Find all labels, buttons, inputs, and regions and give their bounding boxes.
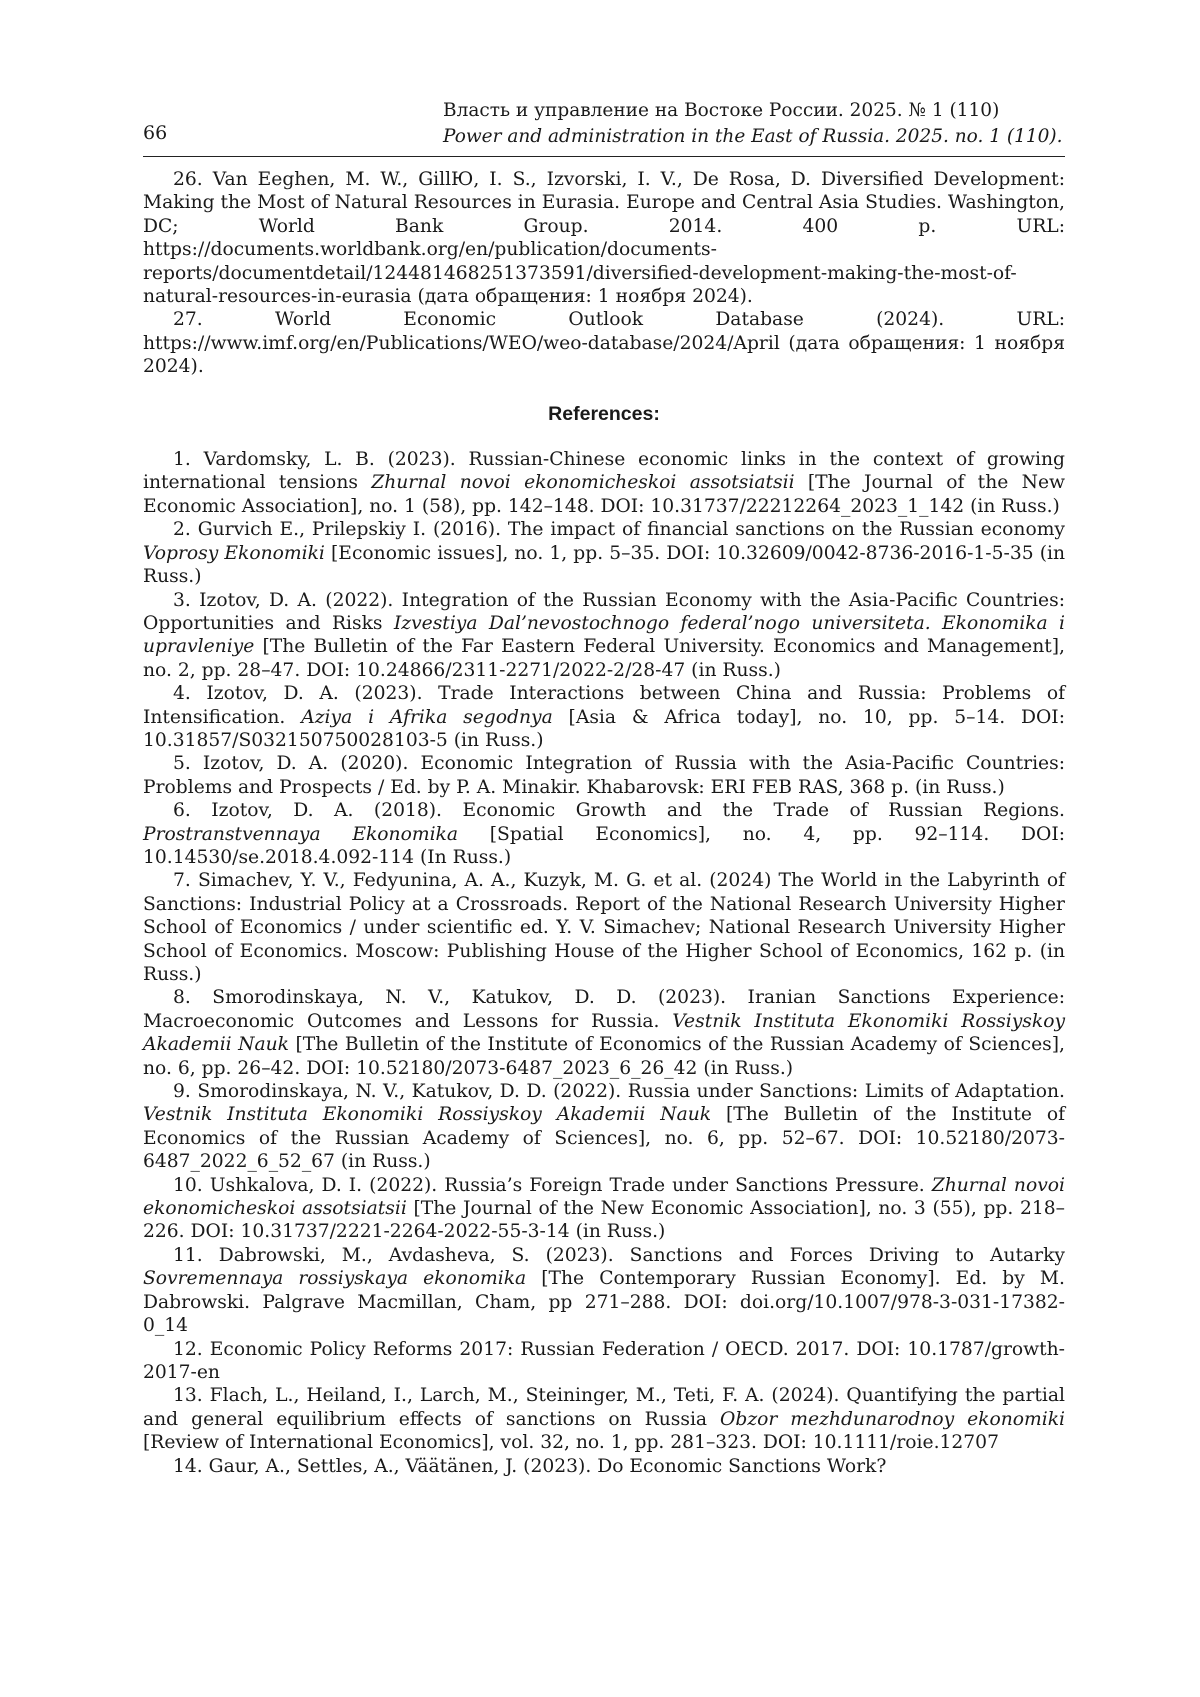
- reference-text: 2. Gurvich E., Prilepskiy I. (2016). The impact of financial sanctions on the Russian economy: [173, 519, 1065, 541]
- reference-text: 5. Izotov, D. A. (2020). Economic Integration of Russia with the Asia-Pacific Countries: Problems and Prospects / Ed. by P. A. Minakir. Khabarovsk: ERI FEB RAS, 368 p. (in Russ.): [143, 753, 1065, 798]
- reference-source-title: Vestnik Instituta Ekonomiki Rossiyskoy Akademii Nauk: [143, 1010, 1066, 1056]
- reference-source-title: Zhurnal novoi ekonomicheskoi assotsiatsii: [143, 1174, 1066, 1220]
- reference-item: [143, 682, 1065, 752]
- reference-source-title: Izvestiya Dal’nevostochnogo federal’nogo universiteta. Ekonomika i upravleniye: [143, 612, 1065, 658]
- journal-header: [443, 98, 1083, 150]
- reference-text: 3. Izotov, D. A. (2022). Integration of the Russian Economy with the Asia-Pacific Countries: Opportunities and Risks: [143, 589, 1065, 634]
- reference-text: [Spatial Economics], no. 4, pp. 92–114. DOI: 10.14530/se.2018.4.092-114 (In Russ.): [143, 823, 1065, 868]
- reference-text: [The Bulletin of the Institute of Economics of the Russian Academy of Sciences], no. 6, pp. 26–42. DOI: 10.52180/2073-6487_2023_6_26_42 (in Russ.): [143, 1034, 1066, 1079]
- reference-text: 6. Izotov, D. A. (2018). Economic Growth and the Trade of Russian Regions.: [173, 800, 1065, 822]
- reference-source-title: Prostranstvennaya Ekonomika: [143, 823, 459, 845]
- reference-text: 1. Vardomsky, L. B. (2023). Russian-Chinese economic links in the context of growing international tensions: [143, 449, 1065, 494]
- page-body: [143, 168, 1065, 1478]
- reference-text: [Asia & Africa today], no. 10, pp. 5–14. DOI: 10.31857/S032150750028103-5 (in Russ.): [143, 706, 1065, 751]
- journal-title-en: Power and administration in the East of Russia. 2025. no. 1 (110).: [443, 126, 1063, 147]
- header-rule: [143, 156, 1065, 157]
- reference-item: [143, 1244, 1065, 1338]
- reference-text: 7. Simachev, Y. V., Fedyunina, A. A., Kuzyk, M. G. et al. (2024) The World in the Labyrinth of Sanctions: Industrial Policy at a Crossroads. Report of the National Research University Higher School of Economics / under scientific ed. Y. V. Simachev; National Research University Higher School of Economics. Moscow: Publishing House of the Higher School of Economics, 162 p. (in Russ.): [143, 870, 1065, 985]
- reference-source-title: Aziya i Afrika segodnya: [301, 706, 553, 728]
- reference-text: [The Journal of the New Economic Association], no. 1 (58), pp. 142–148. DOI: 10.31737/22212264_2023_1_142 (in Russ.): [143, 472, 1066, 517]
- reference-item: [143, 986, 1065, 1080]
- reference-text: 4. Izotov, D. A. (2023). Trade Interactions between China and Russia: Problems of Intensification.: [143, 683, 1065, 728]
- reference-text: [The Journal of the New Economic Association], no. 3 (55), pp. 218–226. DOI: 10.31737/2221-2264-2022-55-3-14 (in Russ.): [143, 1198, 1065, 1243]
- references-list: [143, 448, 1065, 1478]
- reference-source-title: Vestnik Instituta Ekonomiki Rossiyskoy Akademii Nauk: [143, 1104, 712, 1126]
- reference-text: 11. Dabrowski, M., Avdasheva, S. (2023). Sanctions and Forces Driving to Autarky: [173, 1244, 1065, 1266]
- reference-text: 13. Flach, L., Heiland, I., Larch, M., Steininger, M., Teti, F. A. (2024). Quantifying the partial and general equilibrium effects of sanctions on Russia: [143, 1385, 1065, 1430]
- reference-text: [The Bulletin of the Far Eastern Federal University. Economics and Management], no. 2, pp. 28–47. DOI: 10.24866/2311-2271/2022-2/28-47 (in Russ.): [143, 636, 1065, 681]
- page-number: 66: [143, 122, 168, 144]
- reference-item: [143, 752, 1065, 799]
- reference-item: [143, 1338, 1065, 1385]
- reference-item: [143, 1080, 1065, 1174]
- reference-item: [143, 518, 1065, 588]
- reference-text: [Economic issues], no. 1, pp. 5–35. DOI: 10.32609/0042-8736-2016-1-5-35 (in Russ.): [143, 542, 1066, 588]
- reference-text: [The Bulletin of the Institute of Economics of the Russian Academy of Sciences], no. 6, pp. 52–67. DOI: 10.52180/2073-6487_2022_6_52_67 (in Russ.): [143, 1104, 1065, 1173]
- reference-text: 12. Economic Policy Reforms 2017: Russian Federation / OECD. 2017. DOI: 10.1787/growth-2017-en: [143, 1338, 1065, 1383]
- reference-item: [143, 1455, 1065, 1478]
- reference-source-title: Zhurnal novoi ekonomicheskoi assotsiatsii: [371, 472, 795, 494]
- reference-text: 10. Ushkalova, D. I. (2022). Russia’s Foreign Trade under Sanctions Pressure.: [173, 1174, 932, 1196]
- reference-text: 8. Smorodinskaya, N. V., Katukov, D. D. (2023). Iranian Sanctions Experience: Macroeconomic Outcomes and Lessons for Russia.: [143, 987, 1065, 1032]
- reference-item: [143, 1174, 1065, 1244]
- reference-item: [143, 448, 1065, 518]
- journal-title-ru: Власть и управление на Востоке России. 2025. № 1 (110): [443, 100, 1000, 121]
- reference-source-title: Voprosy Ekonomiki: [143, 542, 325, 564]
- reference-item: [143, 799, 1065, 869]
- reference-ru-27: 27. World Economic Outlook Database (2024). URL: https://www.imf.org/en/Publications/WEO/weo-database/2024/April (дата обращения: 1 ноября 2024).: [143, 309, 1065, 378]
- reference-text: 9. Smorodinskaya, N. V., Katukov, D. D. (2022). Russia under Sanctions: Limits of Adaptation.: [173, 1081, 1065, 1103]
- reference-ru-26: 26. Van Eeghen, M. W., GillЮ, I. S., Izvorski, I. V., De Rosa, D. Diversified Development: Making the Most of Natural Resources in Eurasia. Europe and Central Asia Studies. Washington, DC; World Bank Group. 2014. 400 p. URL: https://documents.worldbank.org/en/publication/documents-reports/documentdetail/124481468251373591/diversified-development-making-the-most-of-natural-resources-in-eurasia (дата обращения: 1 ноября 2024).: [143, 169, 1065, 308]
- reference-text: [The Contemporary Russian Economy]. Ed. by M. Dabrowski. Palgrave Macmillan, Cham, pp 271–288. DOI: doi.org/10.1007/978-3-031-17382-0_14: [143, 1268, 1065, 1337]
- reference-text: [Review of International Economics], vol. 32, no. 1, pp. 281–323. DOI: 10.1111/roie.12707: [143, 1432, 999, 1454]
- reference-text: 14. Gaur, A., Settles, A., Väätänen, J. (2023). Do Economic Sanctions Work?: [173, 1455, 887, 1477]
- reference-item: [143, 869, 1065, 986]
- reference-item: [143, 589, 1065, 683]
- reference-source-title: Obzor mezhdunarodnoy ekonomiki: [720, 1408, 1066, 1430]
- reference-source-title: Sovremennaya rossiyskaya ekonomika: [143, 1268, 527, 1290]
- reference-item: [143, 1384, 1065, 1454]
- references-heading: References:: [548, 402, 660, 425]
